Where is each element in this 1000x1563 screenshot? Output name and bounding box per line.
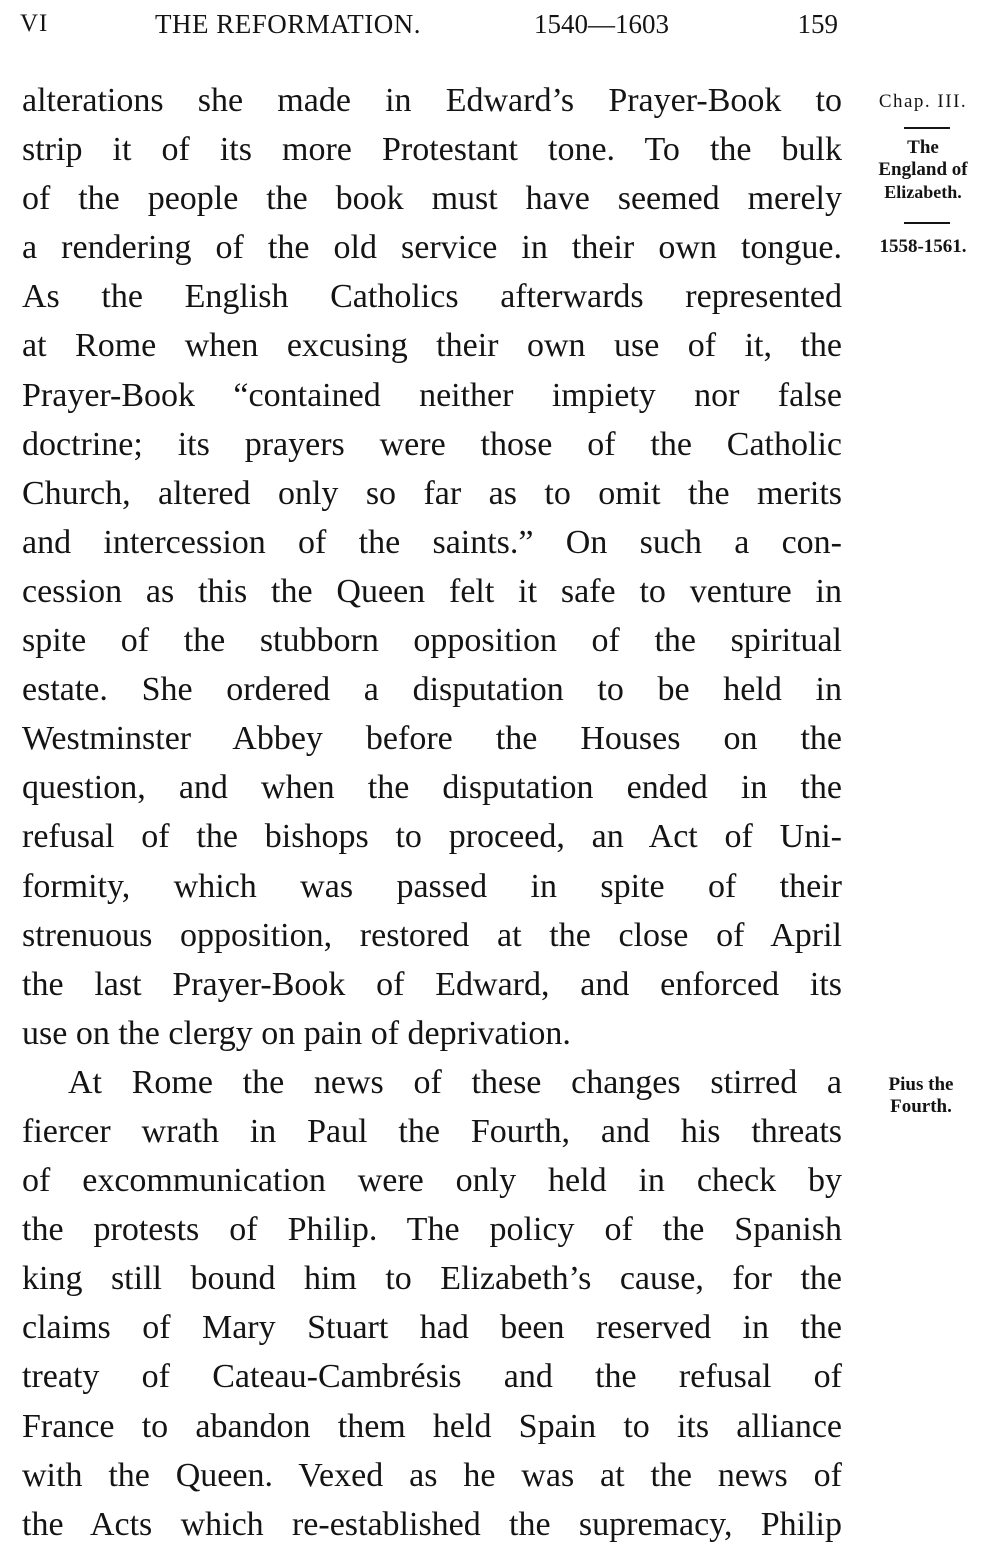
chapter-label: Chap. III. bbox=[878, 91, 968, 112]
pius-line: Fourth. bbox=[890, 1096, 952, 1117]
text-line: claims of Mary Stuart had been reserved in the bbox=[22, 1309, 842, 1347]
text-line: spite of the stubborn opposition of the spiritual bbox=[22, 622, 842, 660]
text-line: estate. She ordered a disputation to be held in bbox=[22, 671, 842, 709]
topic-line: The bbox=[907, 137, 939, 158]
text-line: France to abandon them held Spain to its alliance bbox=[22, 1407, 842, 1445]
text-line: at Rome when excusing their own use of it, the bbox=[22, 327, 842, 365]
text-line: Prayer-Book “contained neither impiety nor false bbox=[22, 376, 842, 414]
text-line: king still bound him to Elizabeth’s cause, for the bbox=[22, 1260, 842, 1298]
text-line: the protests of Philip. The policy of the Spanish bbox=[22, 1211, 842, 1249]
text-line: Church, altered only so far as to omit the merits bbox=[22, 474, 842, 512]
text-line: the last Prayer-Book of Edward, and enforced its bbox=[22, 965, 842, 1003]
text-line: fiercer wrath in Paul the Fourth, and his threats bbox=[22, 1112, 842, 1150]
note-rule bbox=[904, 127, 950, 129]
text-line: cession as this the Queen felt it safe to venture in bbox=[22, 572, 842, 610]
text-line: strip it of its more Protestant tone. To the bulk bbox=[22, 131, 842, 169]
text-line: the Acts which re-established the supremacy, Philip bbox=[22, 1505, 842, 1543]
section-number: VI bbox=[20, 10, 49, 37]
book-title: THE REFORMATION. bbox=[155, 9, 422, 39]
paragraph-end-line: use on the clergy on pain of deprivation. bbox=[22, 1014, 571, 1052]
text-line: of excommunication were only held in check by bbox=[22, 1162, 842, 1200]
text-line: As the English Catholics afterwards represented bbox=[22, 278, 842, 316]
text-line: Westminster Abbey before the Houses on the bbox=[22, 720, 842, 758]
page-number: 159 bbox=[797, 9, 838, 39]
header-dates: 1540—1603 bbox=[534, 9, 669, 39]
pius-line: Pius the bbox=[888, 1074, 954, 1095]
pius-note bbox=[850, 1074, 992, 1118]
text-line: with the Queen. Vexed as he was at the news of bbox=[22, 1456, 842, 1494]
topic-note bbox=[852, 137, 994, 203]
text-line: of the people the book must have seemed merely bbox=[22, 180, 842, 218]
text-line: doctrine; its prayers were those of the Catholic bbox=[22, 425, 842, 463]
margin-notes bbox=[852, 0, 994, 1563]
text-line: strenuous opposition, restored at the close of April bbox=[22, 916, 842, 954]
text-line: formity, which was passed in spite of their bbox=[22, 867, 842, 905]
date-range-note: 1558-1561. bbox=[879, 236, 967, 257]
topic-line: Elizabeth. bbox=[884, 182, 962, 202]
note-rule bbox=[904, 222, 950, 224]
text-line: alterations she made in Edward’s Prayer-Book to bbox=[22, 82, 842, 119]
text-line: a rendering of the old service in their own tongue. bbox=[22, 229, 842, 267]
body-text bbox=[22, 76, 842, 1549]
text-line: and intercession of the saints.” On such a con- bbox=[22, 523, 842, 561]
text-line: question, and when the disputation ended in the bbox=[22, 769, 842, 807]
text-line: refusal of the bishops to proceed, an Act of Uni- bbox=[22, 818, 842, 856]
topic-line: England of bbox=[878, 159, 968, 180]
paragraph-start-line: At Rome the news of these changes stirred a bbox=[68, 1063, 842, 1101]
running-head bbox=[20, 6, 842, 42]
text-line: treaty of Cateau-Cambrésis and the refusal of bbox=[22, 1358, 842, 1396]
